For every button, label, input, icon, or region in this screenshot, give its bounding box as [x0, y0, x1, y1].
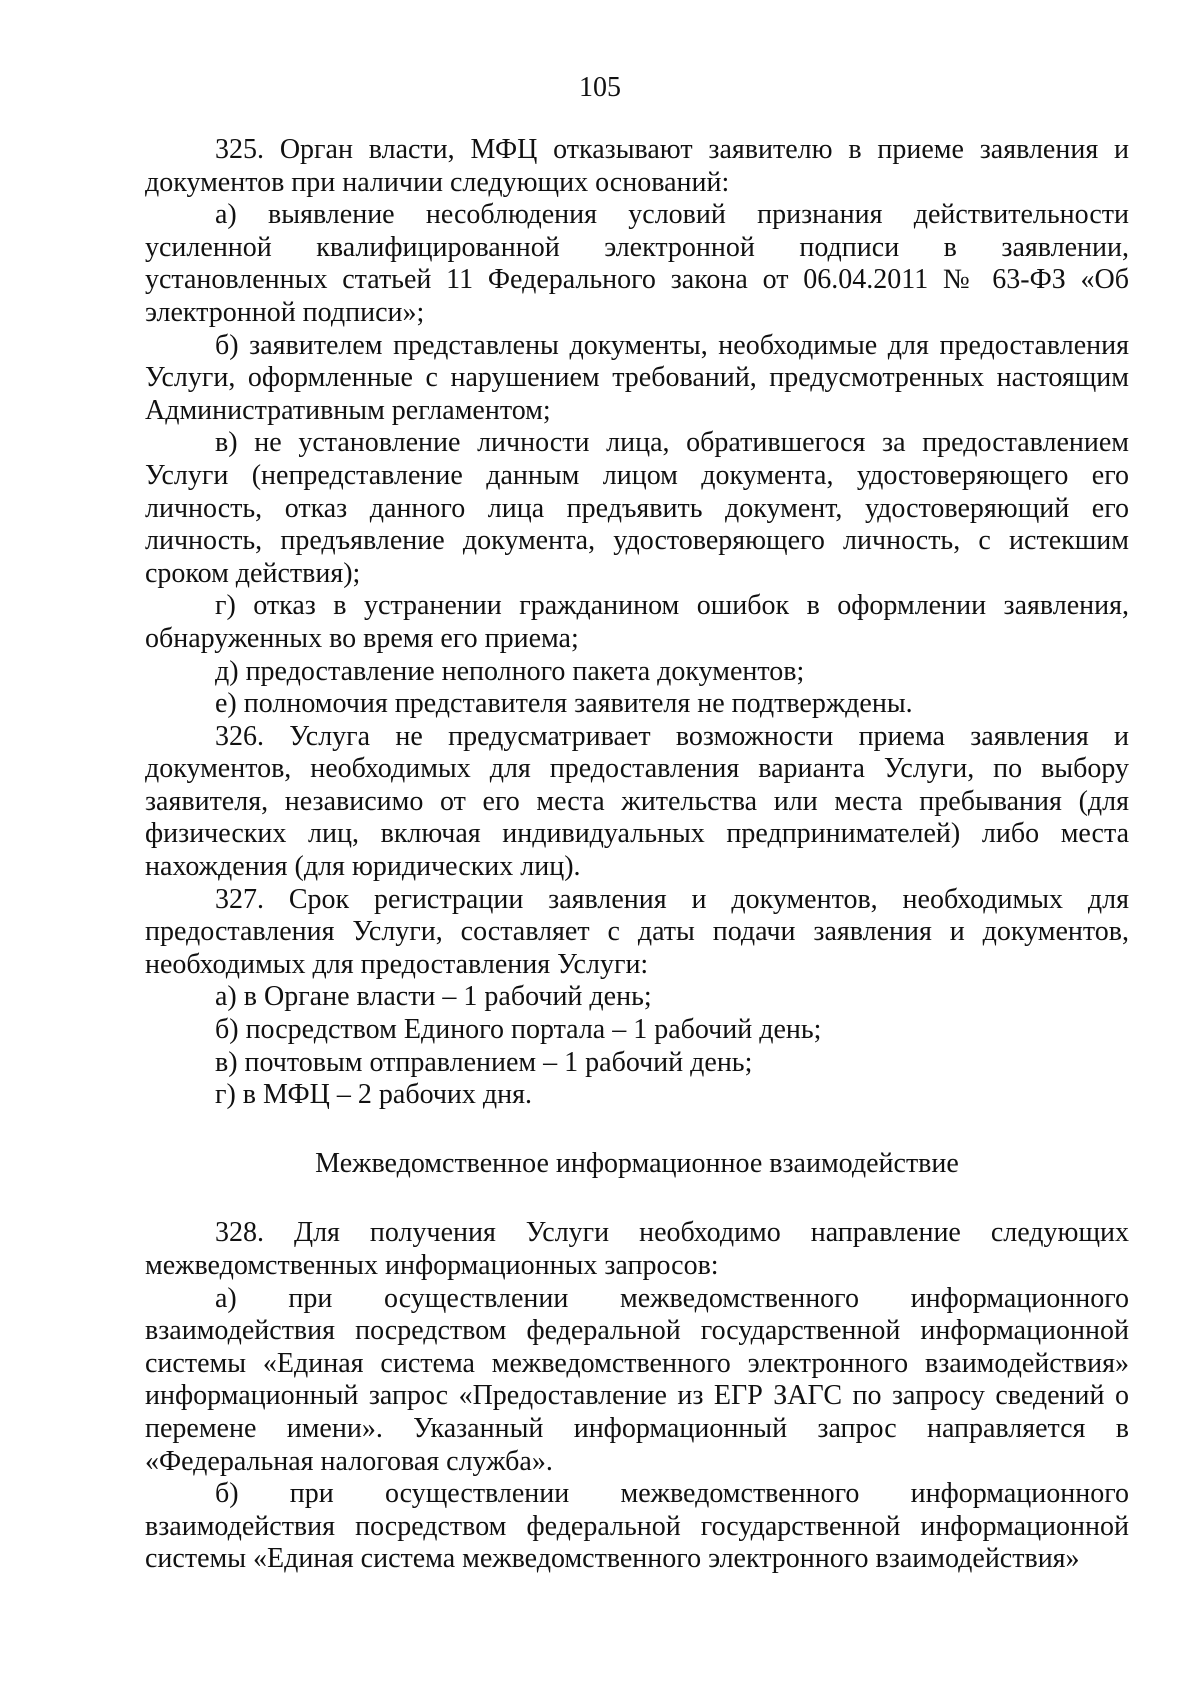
page-number: 105	[579, 72, 621, 103]
paragraph-328-item-a: а) при осуществлении межведомственного информационного взаимодействия посредством федеральной государственной информационной системы «Единая система межведомственного электронного взаимодействия» информационный запрос «Предоставление из ЕГР ЗАГС по запросу сведений о перемене имени». Указанный информационный запрос направляется в «Федеральная налоговая служба».	[145, 1282, 1129, 1477]
paragraph-325-item-g: г) отказ в устранении гражданином ошибок в оформлении заявления, обнаруженных во время его приема;	[145, 590, 1129, 654]
paragraph-325: 325. Орган власти, МФЦ отказывают заявителю в приеме заявления и документов при наличии следующих оснований:	[145, 134, 1129, 198]
paragraph-327-item-g: г) в МФЦ – 2 рабочих дня.	[215, 1079, 533, 1111]
section-heading: Межведомственное информационное взаимодействие	[315, 1147, 959, 1179]
paragraph-328: 328. Для получения Услуги необходимо направление следующих межведомственных информационных запросов:	[145, 1217, 1129, 1281]
paragraph-325-item-v: в) не установление личности лица, обратившегося за предоставлением Услуги (непредставление данным лицом документа, удостоверяющего его личность, отказ данного лица предъявить документ, удостоверяющий его личность, предъявление документа, удостоверяющего личность, с истекшим сроком действия);	[145, 427, 1129, 589]
paragraph-325-item-a: а) выявление несоблюдения условий признания действительности усиленной квалифицированной электронной подписи в заявлении, установленных статьей 11 Федерального закона от 06.04.2011 № 63-ФЗ «Об электронной подписи»;	[145, 199, 1129, 328]
document-body	[145, 134, 1129, 1576]
paragraph-325-item-d: д) предоставление неполного пакета документов;	[215, 655, 805, 687]
paragraph-328-item-b: б) при осуществлении межведомственного информационного взаимодействия посредством федеральной государственной информационной системы «Единая система межведомственного электронного взаимодействия»	[145, 1478, 1129, 1575]
paragraph-325-item-b: б) заявителем представлены документы, необходимые для предоставления Услуги, оформленные с нарушением требований, предусмотренных настоящим Административным регламентом;	[145, 329, 1129, 426]
paragraph-326: 326. Услуга не предусматривает возможности приема заявления и документов, необходимых для предоставления варианта Услуги, по выбору заявителя, независимо от его места жительства или места пребывания (для физических лиц, включая индивидуальных предпринимателей) либо места нахождения (для юридических лиц).	[145, 720, 1129, 883]
paragraph-325-item-e: е) полномочия представителя заявителя не подтверждены.	[215, 688, 913, 720]
paragraph-327-item-a: а) в Органе власти – 1 рабочий день;	[215, 981, 652, 1013]
paragraph-327: 327. Срок регистрации заявления и документов, необходимых для предоставления Услуги, составляет с даты подачи заявления и документов, необходимых для предоставления Услуги:	[145, 883, 1129, 980]
paragraph-327-item-v: в) почтовым отправлением – 1 рабочий день;	[215, 1046, 753, 1078]
paragraph-327-item-b: б) посредством Единого портала – 1 рабочий день;	[215, 1014, 822, 1046]
